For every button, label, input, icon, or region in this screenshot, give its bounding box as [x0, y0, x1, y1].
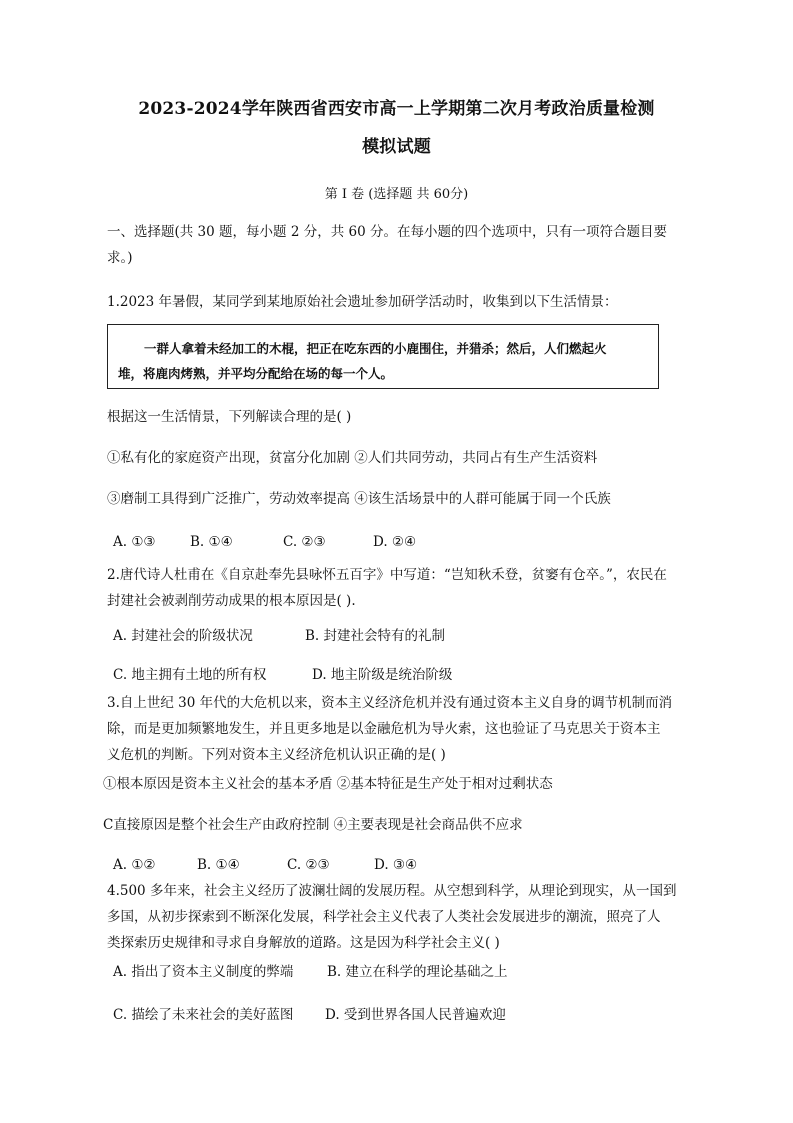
question-4-stem: 多国，从初步探索到不断深化发展，科学社会主义代表了人类社会发展进步的潮流，照亮了人 — [107, 909, 661, 925]
question-2-stem: 封建社会被剥削劳动成果的根本原因是( ). — [107, 593, 356, 609]
question-1-prompt: 根据这一生活情景，下列解读合理的是( ) — [107, 409, 352, 425]
question-3-stem: 义危机的判断。下列对资本主义经济危机认识正确的是( ) — [107, 747, 446, 763]
option-a: A. ①③ — [113, 534, 156, 550]
option-d: D. 受到世界各国人民普遍欢迎 — [325, 1007, 506, 1023]
option-d: D. 地主阶级是统治阶级 — [312, 667, 453, 683]
option-d: D. ③④ — [374, 857, 418, 873]
option-c: C. 地主拥有土地的所有权 — [113, 667, 267, 683]
scenario-line: 堆，将鹿肉烤熟，并平均分配给在场的每一个人。 — [118, 366, 394, 381]
option-b: B. 建立在科学的理论基础之上 — [327, 964, 508, 980]
option-b: B. 封建社会特有的礼制 — [305, 628, 446, 644]
section-header: 第 I 卷 (选择题 共 60分) — [324, 187, 469, 202]
statement-line: ③磨制工具得到广泛推广，劳动效率提高 ④该生活场景中的人群可能属于同一个氏族 — [107, 491, 611, 507]
option-c: C. ②③ — [287, 857, 330, 873]
question-4-stem: 类探索历史规律和寻求自身解放的道路。这是因为科学社会主义( ) — [107, 935, 500, 951]
option-b: B. ①④ — [197, 857, 240, 873]
option-c: C. 描绘了未来社会的美好蓝图 — [113, 1007, 294, 1023]
instructions-line: 求。) — [107, 250, 133, 266]
document-title: 2023-2024学年陕西省西安市高一上学期第二次月考政治质量检测 — [138, 99, 655, 119]
statement-line: C直接原因是整个社会生产由政府控制 ④主要表现是社会商品供不应求 — [103, 817, 523, 833]
scenario-line: 一群人拿着未经加工的木棍，把正在吃东西的小鹿围住，并猎杀；然后，人们燃起火 — [144, 341, 607, 356]
instructions-line: 一、选择题(共 30 题，每小题 2 分，共 60 分。在每小题的四个选项中，只有一项符合题目要 — [107, 224, 667, 240]
document-title-line2: 模拟试题 — [362, 137, 431, 157]
question-3-stem: 除，而是更加频繁地发生，并且更多地是以金融危机为导火索，这也验证了马克思关于资本主 — [107, 721, 661, 737]
scenario-box — [107, 324, 659, 389]
option-a: A. 指出了资本主义制度的弊端 — [113, 964, 294, 980]
option-c: C. ②③ — [283, 534, 326, 550]
question-2-stem: 2.唐代诗人杜甫在《自京赴奉先县咏怀五百字》中写道：“岂知秋禾登，贫窭有仓卒。”，农民在 — [107, 567, 667, 583]
option-a: A. 封建社会的阶级状况 — [113, 628, 253, 644]
question-3-stem: 3.自上世纪 30 年代的大危机以来，资本主义经济危机并没有通过资本主义自身的调节机制而消 — [107, 695, 673, 711]
option-b: B. ①④ — [190, 534, 233, 550]
statement-line: ①根本原因是资本主义社会的基本矛盾 ②基本特征是生产处于相对过剩状态 — [103, 776, 553, 792]
option-a: A. ①② — [113, 857, 156, 873]
statement-line: ①私有化的家庭资产出现，贫富分化加剧 ②人们共同劳动，共同占有生产生活资料 — [107, 450, 598, 466]
option-d: D. ②④ — [373, 534, 417, 550]
question-1-stem: 1.2023 年暑假，某同学到某地原始社会遗址参加研学活动时，收集到以下生活情景： — [107, 294, 618, 310]
question-4-stem: 4.500 多年来，社会主义经历了波澜壮阔的发展历程。从空想到科学，从理论到现实，从一国到 — [107, 883, 677, 899]
